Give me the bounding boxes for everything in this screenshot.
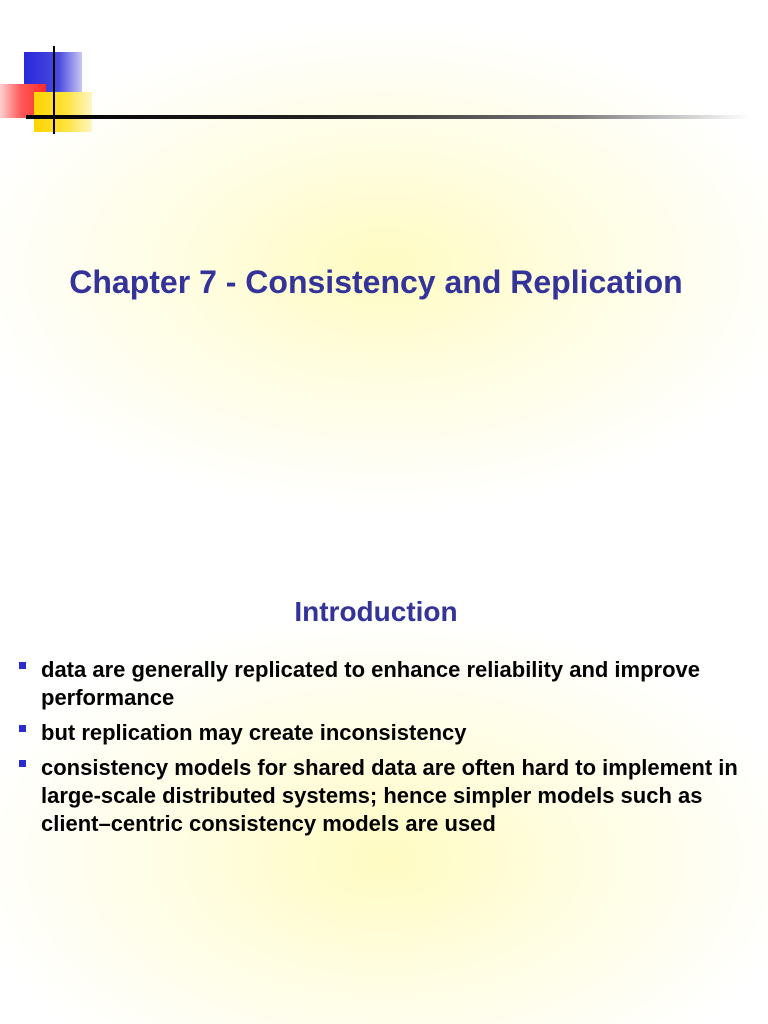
square-bullet-icon — [19, 760, 26, 767]
bullet-item — [0, 754, 740, 838]
bullet-text: but replication may create inconsistency — [41, 720, 467, 745]
intro-heading: Introduction — [294, 596, 458, 627]
bullet-text: data are generally replicated to enhance reliability and improve performance — [41, 657, 701, 710]
header-rule — [26, 115, 750, 119]
square-bullet-icon — [19, 662, 26, 669]
bullet-item — [0, 656, 740, 712]
slide-introduction — [0, 512, 768, 1024]
bullet-item — [0, 719, 740, 747]
logo-vertical-line — [53, 46, 55, 134]
bullet-text: consistency models for shared data are often hard to implement in large-scale distributed systems; hence simpler models such as client–centric consistency models are used — [41, 755, 738, 836]
logo-yellow-square — [34, 92, 92, 132]
square-bullet-icon — [19, 725, 26, 732]
slide-title-text: Chapter 7 - Consistency and Replication — [69, 264, 683, 300]
bullet-list — [0, 656, 740, 845]
